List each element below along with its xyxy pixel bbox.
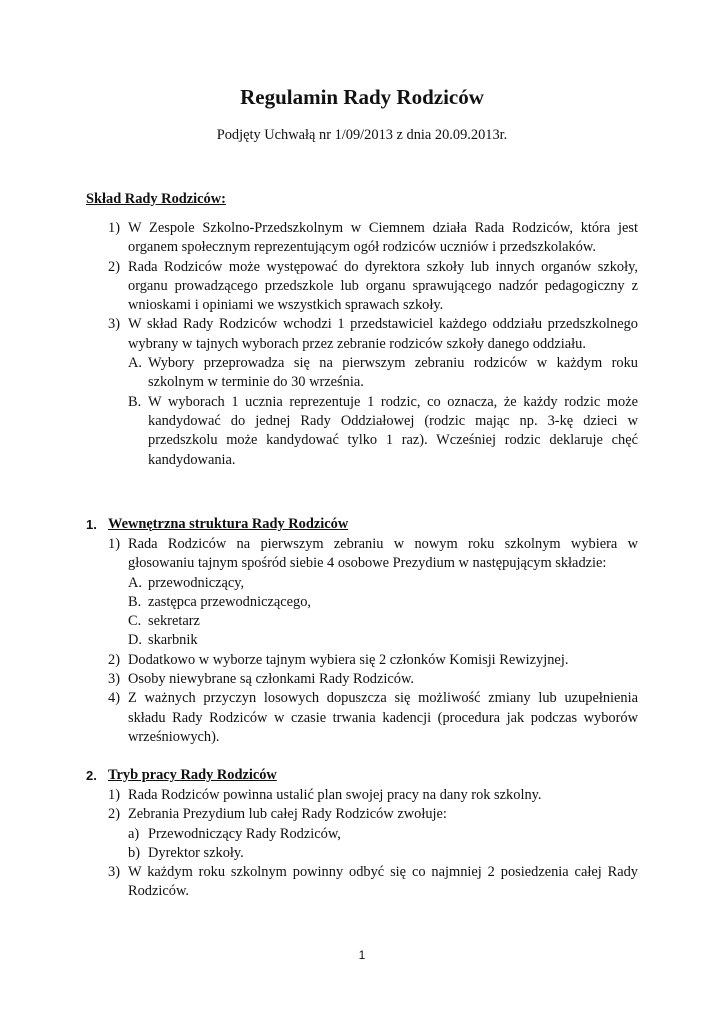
list-item-number: 2) bbox=[108, 806, 120, 823]
list-item-number: 3) bbox=[108, 316, 120, 333]
list-item-text: Rada Rodziców może występować do dyrektora szkoły lub innych organów szkoły, organu prowadzącego przedszkole lub organu sprawującego nadzór pedagogiczny z wnioskami i opiniami we wszystkich sprawach szkoły. bbox=[128, 258, 638, 314]
sub-list-item-number: b) bbox=[128, 844, 140, 861]
list-item-number: 1) bbox=[108, 220, 120, 236]
list-item-text: Rada Rodziców powinna ustalić plan swojej pracy na dany rok szkolny. bbox=[128, 787, 542, 803]
sub-list-item-number: C. bbox=[128, 613, 142, 630]
sub-list-item-text: zastępca przewodniczącego, bbox=[148, 593, 311, 610]
list-item-text: W każdym roku szkolnym powinny odbyć się co najmniej 2 posiedzenia całej Rady Rodziców. bbox=[128, 864, 638, 900]
list-item-number: 3) bbox=[108, 864, 120, 881]
list-item-text: W skład Rady Rodziców wchodzi 1 przedstawiciel każdego oddziału przedszkolnego wybrany w tajnych wyborach przez zebranie rodziców szkoły danego oddziału. bbox=[128, 316, 638, 352]
sub-list-item-number: B. bbox=[128, 593, 142, 610]
list-item-text: Rada Rodziców na pierwszym zebraniu w nowym roku szkolnym wybiera w głosowaniu tajnym spośród siebie 4 osobowe Prezydium w następującym składzie: bbox=[128, 536, 638, 572]
sub-list-item-text: sekretarz bbox=[148, 613, 200, 630]
list-item-text: Dodatkowo w wyborze tajnym wybiera się 2 członków Komisji Rewizyjnej. bbox=[128, 651, 569, 668]
sub-list-item-number: B. bbox=[128, 393, 142, 410]
sub-list-item bbox=[86, 393, 638, 470]
section-structure-list bbox=[86, 535, 638, 747]
sub-list-item bbox=[86, 354, 638, 393]
list-item bbox=[86, 219, 638, 258]
sub-list-item-text: skarbnik bbox=[148, 632, 198, 649]
sub-list-item-number: A. bbox=[128, 355, 142, 372]
section-heading: Skład Rady Rodziców: bbox=[86, 191, 226, 207]
sub-list-item-text: Dyrektor szkoły. bbox=[148, 844, 244, 861]
list-item-number: 2) bbox=[108, 258, 120, 275]
page-number: 1 bbox=[358, 948, 366, 962]
section-number: 1. bbox=[86, 517, 97, 532]
sub-list-item bbox=[86, 574, 638, 593]
list-item bbox=[86, 689, 638, 747]
list-item-number: 4) bbox=[108, 690, 120, 707]
list-item bbox=[86, 863, 638, 902]
sub-list-item-text: W wyborach 1 ucznia reprezentuje 1 rodzic, co oznacza, że każdy rodzic może kandydować do jednej Rady Oddziałowej (rodzic mając np. 3-kę dzieci w przedszkolu może kandydować tylko 1 raz). Wcześniej rodzic deklaruje chęć kandydowania. bbox=[148, 393, 638, 468]
sub-list-item-text: Wybory przeprowadza się na pierwszym zebraniu rodziców w każdym roku szkolnym w terminie do 30 września. bbox=[148, 355, 638, 391]
list-item-text: Zebrania Prezydium lub całej Rady Rodziców zwołuje: bbox=[128, 806, 447, 823]
list-item-number: 3) bbox=[108, 671, 120, 688]
section-structure bbox=[86, 515, 638, 535]
sub-list-item-text: Przewodniczący Rady Rodziców, bbox=[148, 825, 341, 842]
sub-list-item bbox=[86, 825, 638, 844]
list-item bbox=[86, 651, 638, 670]
section-procedure-list bbox=[86, 786, 638, 902]
sub-list-item-number: a) bbox=[128, 825, 140, 842]
list-item-text: W Zespole Szkolno-Przedszkolnym w Ciemnem działa Rada Rodziców, która jest organem społecznym reprezentującym ogół rodziców uczniów i przedszkolaków. bbox=[128, 220, 638, 256]
list-item-text: Osoby niewybrane są członkami Rady Rodziców. bbox=[128, 671, 415, 688]
document-subtitle: Podjęty Uchwałą nr 1/09/2013 z dnia 20.09.2013r. bbox=[216, 127, 508, 143]
section-number: 2. bbox=[86, 768, 97, 783]
section-composition bbox=[86, 190, 638, 209]
section-heading: Tryb pracy Rady Rodziców bbox=[108, 767, 277, 783]
list-item-number: 1) bbox=[108, 536, 120, 552]
sub-list-item bbox=[86, 593, 638, 612]
sub-list-item-number: A. bbox=[128, 574, 142, 591]
list-item bbox=[86, 535, 638, 574]
list-item-number: 2) bbox=[108, 651, 120, 668]
list-item-text: Z ważnych przyczyn losowych dopuszcza się możliwość zmiany lub uzupełnienia składu Rady Rodziców w czasie trwania kadencji (procedura jak podczas wyborów wrześniowych). bbox=[128, 690, 638, 745]
list-item bbox=[86, 315, 638, 354]
sub-list-item bbox=[86, 631, 638, 650]
section-heading: Wewnętrzna struktura Rady Rodziców bbox=[108, 516, 349, 532]
list-item bbox=[86, 258, 638, 316]
section-procedure bbox=[86, 766, 638, 786]
document-title: Regulamin Rady Rodziców bbox=[240, 85, 484, 109]
list-item bbox=[86, 670, 638, 689]
sub-list-item-number: D. bbox=[128, 632, 142, 649]
list-item-number: 1) bbox=[108, 787, 120, 803]
list-item bbox=[86, 805, 638, 824]
sub-list-item bbox=[86, 844, 638, 863]
sub-list-item-text: przewodniczący, bbox=[148, 574, 245, 591]
sub-list-item bbox=[86, 612, 638, 631]
section-composition-list bbox=[86, 219, 638, 470]
list-item bbox=[86, 786, 638, 805]
